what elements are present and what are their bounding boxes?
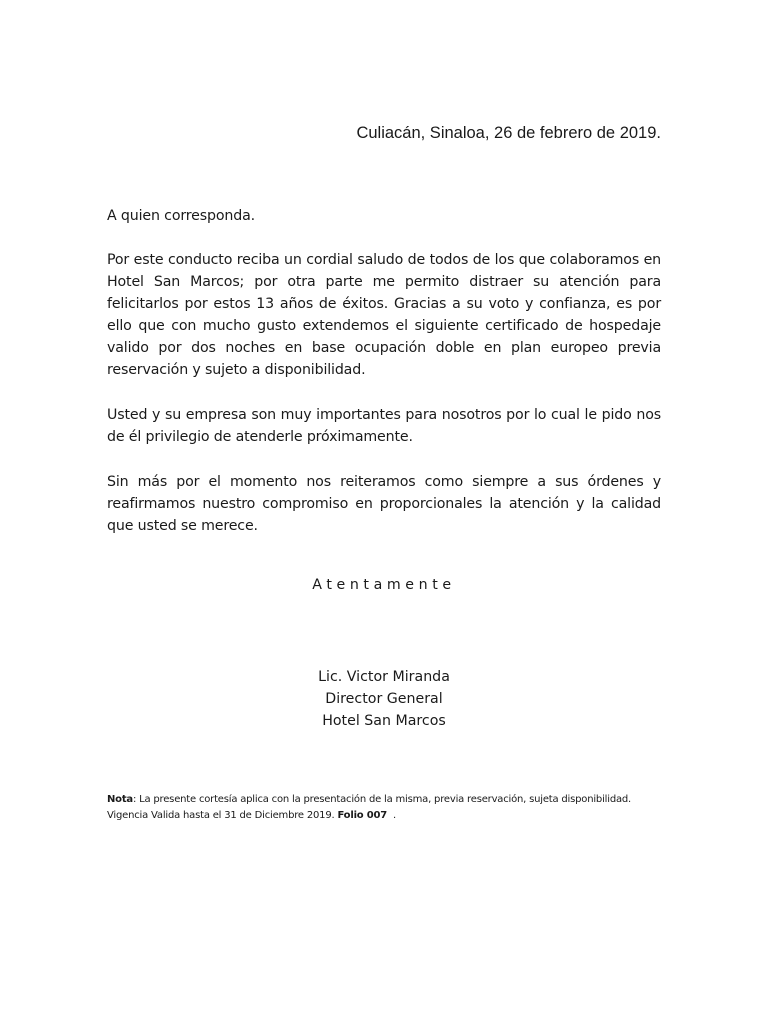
paragraph-importance: Usted y su empresa son muy importantes para nosotros por lo cual le pido nos de él privilegio de atenderle próximamente.: [107, 407, 661, 445]
paragraph-greeting: Por este conducto reciba un cordial saludo de todos de los que colaboramos en Hotel San Marcos; por otra parte me permito distraer su atención para felicitarlos por estos 13 años de éxitos. Gracias a su voto y confianza, es por ello que con mucho gusto extendemos el siguiente certificado de hospedaje valido por dos noches en base ocupación doble en plan europeo previa reservación y sujeto a disponibilidad.: [107, 252, 661, 378]
footnote-line-1: [107, 792, 707, 808]
date-line: Culiacán, Sinaloa, 26 de febrero de 2019.: [356, 124, 661, 142]
note-text-3: .: [387, 810, 396, 821]
salutation: A quien corresponda.: [107, 208, 255, 224]
signer-company: Hotel San Marcos: [322, 713, 446, 729]
signature-block: [0, 666, 768, 732]
footnote-line-2: [107, 808, 707, 824]
closing: Atentamente: [312, 577, 456, 593]
signer-title: Director General: [325, 691, 443, 707]
footnote: [107, 792, 707, 824]
note-validity: Vigencia Valida hasta el 31 de Diciembre 2019.: [107, 810, 338, 821]
note-label: Nota: [107, 794, 133, 805]
signer-name: Lic. Victor Miranda: [318, 669, 450, 685]
paragraph-farewell: Sin más por el momento nos reiteramos como siempre a sus órdenes y reafirmamos nuestro compromiso en proporcionales la atención y la calidad que usted se merece.: [107, 474, 661, 534]
note-text-1: : La presente cortesía aplica con la presentación de la misma, previa reservación, sujeta disponibilidad.: [132, 794, 632, 805]
folio-number: Folio 007: [337, 810, 388, 821]
